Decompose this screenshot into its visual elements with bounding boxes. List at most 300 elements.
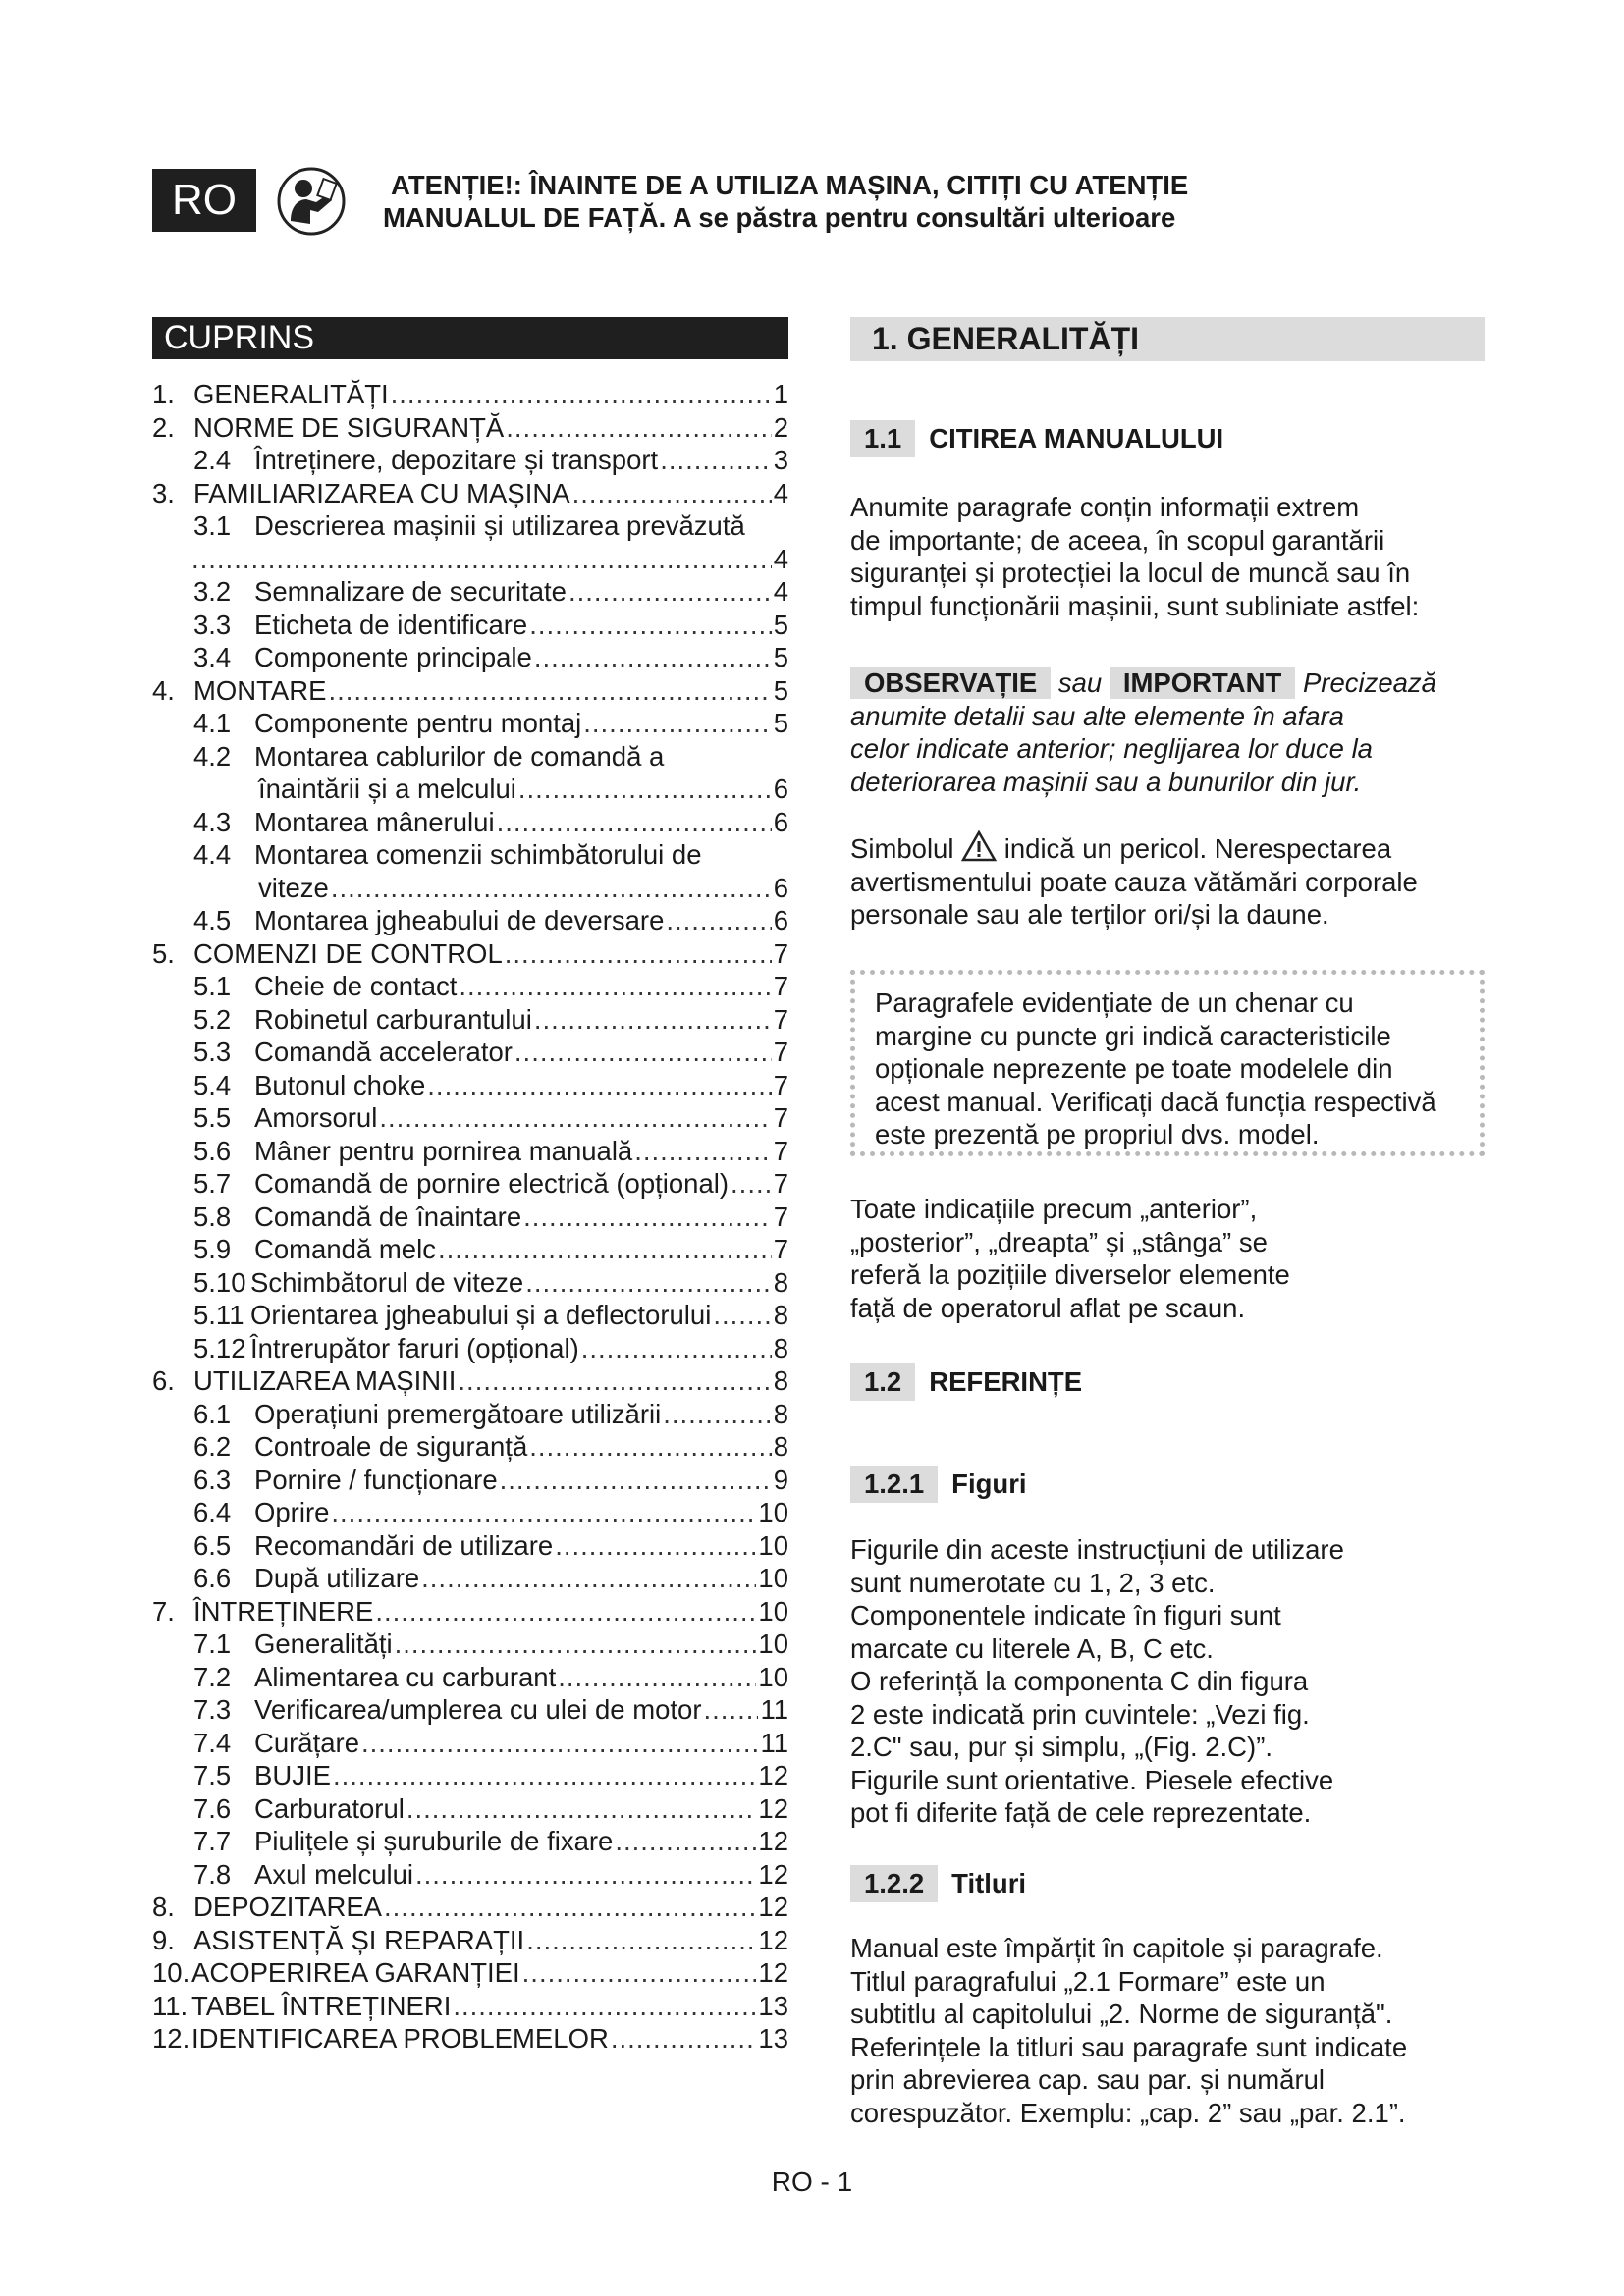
toc-entry-page: 4 — [773, 576, 788, 607]
toc-leader-dots — [384, 1892, 756, 1923]
text-line: referă la pozițiile diverselor elemente — [850, 1259, 1290, 1290]
toc-entry-page: 12 — [758, 1760, 788, 1790]
text-line: margine cu puncte gri indică caracteristicile — [875, 1020, 1391, 1051]
toc-entry — [152, 1596, 788, 1629]
text-line: personale sau ale terților ori/și la daune. — [850, 899, 1329, 930]
toc-leader-dots — [391, 379, 772, 410]
toc-entry-number: 3.1 — [193, 510, 232, 541]
toc-entry-label: ÎNTREȚINERE — [193, 1595, 374, 1627]
toc-entry-label: viteze — [258, 872, 329, 903]
toc-entry-number: 6.3 — [193, 1464, 232, 1495]
language-badge: RO — [152, 169, 256, 232]
toc-entry-page: 7 — [773, 971, 788, 1001]
toc-entry-label: Componente principale — [254, 642, 532, 672]
subheading-number: 1.2.2 — [850, 1865, 938, 1902]
toc-entry-page: 7 — [773, 1234, 788, 1264]
toc-entry-page: 6 — [773, 774, 788, 804]
toc-entry-page: 13 — [758, 2023, 788, 2054]
text-line: Figurile sunt orientative. Piesele efective — [850, 1764, 1334, 1795]
toc-leader-dots — [379, 1102, 771, 1134]
text-line: avertismentului poate cauza vătămări corporale — [850, 866, 1418, 897]
toc-entry-label: Piulițele și șuruburile de fixare — [254, 1826, 614, 1856]
toc-leader-dots — [514, 1037, 772, 1068]
toc-leader-dots — [506, 412, 771, 444]
toc-entry — [152, 905, 788, 937]
toc-entry — [152, 708, 788, 740]
text-line: pot fi diferite față de cele reprezentate. — [850, 1797, 1312, 1828]
toc-entry-number: 4.1 — [193, 708, 232, 738]
toc-entry — [152, 478, 788, 510]
text-line: corespuzător. Exemplu: „cap. 2” sau „par. 2.1”. — [850, 2097, 1406, 2128]
toc-entry — [152, 1563, 788, 1595]
toc-entry-number: 7.5 — [193, 1760, 232, 1790]
text-fragment: Precizează — [1302, 667, 1436, 698]
toc-entry-label: Semnalizare de securitate — [254, 576, 567, 607]
toc-entry — [152, 1333, 788, 1365]
toc-leader-dots — [421, 1563, 756, 1594]
toc-entry-label: Alimentarea cu carburant — [254, 1661, 557, 1692]
toc-entry-page: 10 — [758, 1595, 788, 1627]
toc-entry-number: 5.12 — [193, 1332, 246, 1363]
toc-entry-label: Comandă accelerator — [254, 1037, 513, 1067]
toc-entry-number: 7.2 — [193, 1661, 232, 1692]
optional-feature-box — [850, 970, 1485, 1156]
paragraph-directions — [850, 1193, 1489, 1324]
toc-leader-dots — [581, 1333, 772, 1364]
toc-entry-page: 3 — [773, 445, 788, 475]
toc-entry-page: 10 — [758, 1629, 788, 1659]
subheading-title: REFERINȚE — [929, 1366, 1083, 1397]
toc-entry-number: 6. — [152, 1365, 175, 1396]
toc-entry — [152, 1530, 788, 1563]
toc-entry — [152, 1004, 788, 1037]
toc-leader-dots — [660, 445, 772, 476]
text-line: marcate cu literele A, B, C etc. — [850, 1632, 1214, 1664]
text-line: Referințele la titluri sau paragrafe sunt indicate — [850, 2031, 1408, 2062]
toc-entry — [152, 544, 788, 576]
toc-entry-label: Recomandări de utilizare — [254, 1529, 554, 1561]
toc-entry-label: Oprire — [254, 1497, 330, 1527]
toc-leader-dots — [583, 708, 771, 739]
paragraph-titluri — [850, 1932, 1489, 2129]
toc-entry-page: 1 — [773, 379, 788, 409]
toc-leader-dots — [558, 1662, 756, 1693]
toc-title: CUPRINS — [152, 317, 788, 359]
subheading-1-2-1 — [850, 1466, 1027, 1503]
text-line: acest manual. Verificați dacă funcția respectivă — [875, 1086, 1436, 1117]
toc-entry-number: 5.2 — [193, 1003, 232, 1035]
toc-entry — [152, 1234, 788, 1266]
text-line: opționale neprezente pe toate modelele din — [875, 1053, 1393, 1084]
paragraph-intro — [850, 491, 1489, 622]
toc-leader-dots — [529, 610, 771, 641]
toc-entry-page: 7 — [773, 1201, 788, 1232]
toc-entry-number: 3.4 — [193, 642, 232, 672]
subheading-1-1 — [850, 420, 1223, 457]
text-line: Componentele indicate în figuri sunt — [850, 1600, 1281, 1630]
toc-entry — [152, 1267, 788, 1300]
toc-leader-dots — [518, 774, 772, 805]
toc-entry — [152, 971, 788, 1003]
subheading-1-2-2 — [850, 1865, 1026, 1902]
subheading-1-2 — [850, 1363, 1082, 1401]
toc-entry-label: Cheie de contact — [254, 971, 458, 1001]
toc-entry-number: 5.9 — [193, 1234, 232, 1264]
toc-entry-number: 6.1 — [193, 1398, 232, 1429]
subheading-number: 1.2.1 — [850, 1466, 938, 1503]
toc-entry-label: Comandă de pornire electrică (opțional) — [254, 1168, 730, 1199]
toc-leader-dots — [415, 1859, 756, 1891]
subheading-number: 1.1 — [850, 420, 915, 457]
toc-entry-label: Mâner pentru pornirea manuală — [254, 1135, 633, 1166]
toc-entry-number: 2. — [152, 411, 175, 443]
toc-leader-dots — [522, 1957, 757, 1989]
toc-entry — [152, 1957, 788, 1990]
toc-entry-number: 7.4 — [193, 1727, 232, 1758]
toc-entry-number: 7.8 — [193, 1858, 232, 1890]
text-line: 2.C" sau, pur și simplu, „(Fig. 2.C)”. — [850, 1732, 1272, 1762]
toc-entry-page: 7 — [773, 1003, 788, 1035]
toc-entry-page: 8 — [773, 1365, 788, 1396]
toc-leader-dots — [525, 1267, 772, 1299]
toc-entry-number: 7.7 — [193, 1826, 232, 1856]
toc-leader-dots — [666, 905, 771, 936]
toc-entry-page: 12 — [758, 1792, 788, 1824]
toc-leader-dots — [663, 1399, 771, 1430]
toc-entry-page: 12 — [758, 1924, 788, 1955]
toc-leader-dots — [375, 1596, 756, 1628]
toc-entry — [152, 1102, 788, 1135]
toc-leader-dots — [713, 1300, 771, 1331]
toc-entry — [152, 873, 788, 905]
toc-entry-page: 8 — [773, 1431, 788, 1462]
toc-entry-number: 3. — [152, 477, 175, 508]
toc-entry-page: 10 — [758, 1497, 788, 1527]
toc-entry-page: 5 — [773, 674, 788, 706]
important-tag: IMPORTANT — [1110, 667, 1295, 699]
toc-entry-number: 7.6 — [193, 1792, 232, 1824]
observatie-tag: OBSERVAȚIE — [850, 667, 1051, 699]
toc-leader-dots — [427, 1070, 771, 1101]
toc-entry-page: 7 — [773, 1168, 788, 1199]
text-fragment: indică un pericol. Nerespectarea — [1003, 833, 1392, 864]
toc-entry — [152, 839, 788, 872]
toc-entry-label: Butonul choke — [254, 1069, 426, 1100]
text-line: deteriorarea mașinii sau a bunurilor din jur. — [850, 766, 1362, 797]
toc-entry-number: 5. — [152, 937, 175, 969]
toc-entry — [152, 1136, 788, 1168]
toc-entry-label: Montarea jgheabului de deversare — [254, 905, 665, 935]
toc-entry — [152, 610, 788, 642]
toc-entry-label: FAMILIARIZAREA CU MAȘINA — [193, 477, 570, 508]
toc-leader-dots — [526, 1925, 756, 1956]
toc-entry — [152, 1037, 788, 1069]
toc-entry-page: 12 — [758, 1858, 788, 1890]
toc-entry — [152, 741, 788, 774]
toc-entry-label: Axul melcului — [254, 1858, 414, 1890]
toc-leader-dots — [361, 1728, 758, 1759]
toc-entry — [152, 2023, 788, 2056]
toc-entry-page: 13 — [758, 1990, 788, 2021]
toc-entry-page: 8 — [773, 1332, 788, 1363]
toc-leader-dots — [331, 873, 772, 904]
toc-entry-number: 5.8 — [193, 1201, 232, 1232]
toc-entry-label: Descrierea mașinii și utilizarea prevăzută — [254, 510, 745, 541]
toc-entry-number: 4. — [152, 674, 175, 706]
toc-entry-label: Robinetul carburantului — [254, 1003, 532, 1035]
toc-entry-number: 4.2 — [193, 740, 232, 772]
toc-entry-page: 8 — [773, 1266, 788, 1298]
toc-entry — [152, 412, 788, 445]
toc-entry-number: 4.3 — [193, 806, 232, 837]
toc-entry-label: Operațiuni premergătoare utilizării — [254, 1398, 662, 1429]
toc-entry — [152, 1925, 788, 1957]
toc-entry-label: Generalități — [254, 1629, 393, 1659]
toc-entry-page: 6 — [773, 905, 788, 935]
toc-entry-number: 10. — [152, 1957, 190, 1988]
toc-leader-dots — [458, 1365, 771, 1397]
toc-entry — [152, 1168, 788, 1201]
toc-entry-page: 4 — [773, 477, 788, 508]
toc-entry-page: 10 — [758, 1529, 788, 1561]
warning-triangle-icon — [961, 830, 997, 862]
toc-entry-number: 7. — [152, 1595, 175, 1627]
toc-entry-page: 10 — [758, 1563, 788, 1593]
text-line: subtitlu al capitolului „2. Norme de siguranță". — [850, 1999, 1393, 2029]
toc-entry-number: 5.1 — [193, 971, 232, 1001]
toc-entry — [152, 774, 788, 806]
toc-leader-dots — [704, 1694, 759, 1726]
text-line: Figurile din aceste instrucțiuni de utilizare — [850, 1534, 1344, 1565]
toc-entry-label: Montarea comenzii schimbătorului de — [254, 839, 702, 870]
section-title-generalitati: 1. GENERALITĂȚI — [850, 317, 1485, 361]
toc-entry-label: COMENZI DE CONTROL — [193, 937, 503, 969]
toc-leader-dots — [534, 642, 772, 673]
text-line: de importante; de aceea, în scopul garantării — [850, 524, 1385, 556]
toc-entry-label: Orientarea jgheabului și a deflectorului — [250, 1300, 712, 1330]
toc-entry-number: 5.10 — [193, 1266, 246, 1298]
toc-entry-label: Montarea mânerului — [254, 806, 495, 837]
subheading-number: 1.2 — [850, 1363, 915, 1401]
text-line: timpul funcționării mașinii, sunt subliniate astfel: — [850, 590, 1420, 621]
toc-entry-page: 5 — [773, 609, 788, 640]
text-line: prin abrevierea cap. sau par. și numărul — [850, 2064, 1326, 2095]
toc-entry-label: După utilizare — [254, 1563, 420, 1593]
toc-entry — [152, 1497, 788, 1529]
toc-entry — [152, 1365, 788, 1398]
toc-entry-label: NORME DE SIGURANȚĂ — [193, 411, 505, 443]
toc-entry — [152, 1694, 788, 1727]
toc-entry-number: 5.11 — [193, 1300, 244, 1330]
toc-entry-label: Comandă melc — [254, 1234, 436, 1264]
text-line: Toate indicațiile precum „anterior”, — [850, 1194, 1258, 1224]
toc-entry-number: 5.4 — [193, 1069, 232, 1100]
toc-entry — [152, 510, 788, 543]
paragraph-symbol — [850, 830, 1489, 932]
toc-entry-label: MONTARE — [193, 674, 327, 706]
read-manual-icon — [277, 167, 346, 236]
toc-entry — [152, 1399, 788, 1431]
toc-entry-page: 7 — [773, 1102, 788, 1133]
toc-entry-label: Eticheta de identificare — [254, 609, 528, 640]
toc-entry-number: 5.6 — [193, 1135, 232, 1166]
toc-entry — [152, 1892, 788, 1924]
toc-entry-page: 5 — [773, 708, 788, 738]
toc-entry-page: 5 — [773, 642, 788, 672]
toc-entry-label: Pornire / funcționare — [254, 1464, 498, 1495]
toc-entry — [152, 1300, 788, 1332]
paragraph-observatie — [850, 667, 1489, 798]
toc-entry-page: 6 — [773, 872, 788, 903]
toc-leader-dots — [500, 1465, 772, 1496]
text-line: sunt numerotate cu 1, 2, 3 etc. — [850, 1567, 1216, 1598]
toc-entry — [152, 938, 788, 971]
toc-leader-dots — [191, 544, 772, 575]
text-line: este prezentă pe propriul dvs. model. — [875, 1119, 1320, 1149]
toc-entry-label: BUJIE — [254, 1760, 331, 1790]
toc-entry-label: Curățare — [254, 1727, 359, 1758]
toc-entry-page: 7 — [773, 1135, 788, 1166]
toc-leader-dots — [453, 1991, 756, 2022]
toc-leader-dots — [333, 1760, 756, 1791]
toc-entry-number: 3.3 — [193, 609, 232, 640]
toc-leader-dots — [572, 478, 772, 509]
toc-entry-number: 8. — [152, 1892, 175, 1922]
text-line: 2 este indicată prin cuvintele: „Vezi fig. — [850, 1698, 1310, 1730]
toc-entry-page: 7 — [773, 1037, 788, 1067]
toc-entry — [152, 1859, 788, 1892]
toc-entry-number: 3.2 — [193, 576, 232, 607]
toc-entry-number: 5.7 — [193, 1168, 232, 1199]
toc-leader-dots — [534, 1004, 772, 1036]
toc-entry-number: 6.5 — [193, 1529, 232, 1561]
toc-entry-number: 6.4 — [193, 1497, 232, 1527]
toc-entry-label: IDENTIFICAREA PROBLEMELOR — [191, 2023, 609, 2054]
toc-entry — [152, 445, 788, 477]
toc-entry-page: 10 — [758, 1661, 788, 1692]
page-number: RO - 1 — [771, 2166, 853, 2197]
toc-entry-number: 1. — [152, 379, 175, 409]
toc-leader-dots — [459, 971, 771, 1002]
toc-entry-number: 12. — [152, 2023, 190, 2054]
toc-entry-number: 6.6 — [193, 1563, 232, 1593]
toc-entry-page: 4 — [773, 543, 788, 574]
toc-entry-label: ACOPERIREA GARANȚIEI — [191, 1957, 520, 1988]
toc-leader-dots — [523, 1201, 772, 1233]
header-warning-line2: MANUALUL DE FAȚĂ. A se păstra pentru consultări ulterioare — [383, 202, 1176, 233]
toc-leader-dots — [438, 1234, 772, 1265]
toc-leader-dots — [505, 938, 772, 970]
toc-entry-number: 5.5 — [193, 1102, 232, 1133]
toc-entry-number: 5.3 — [193, 1037, 232, 1067]
toc-entry — [152, 1431, 788, 1464]
text-line: Anumite paragrafe conțin informații extrem — [850, 492, 1360, 522]
toc-entry-label: Întrerupător faruri (opțional) — [250, 1332, 579, 1363]
text-line: „posterior”, „dreapta” și „stânga” se — [850, 1226, 1268, 1257]
toc-entry-label: Componente pentru montaj — [254, 708, 582, 738]
sau-word: sau — [1057, 667, 1103, 698]
toc-entry-number: 2.4 — [193, 445, 232, 475]
text-line: anumite detalii sau alte elemente în afara — [850, 700, 1344, 731]
text-line: O referință la componenta C din figura — [850, 1666, 1309, 1696]
toc-entry — [152, 1793, 788, 1826]
toc-entry-page: 12 — [758, 1826, 788, 1856]
toc-entry-label: Verificarea/umplerea cu ulei de motor — [254, 1694, 702, 1725]
toc-leader-dots — [634, 1136, 771, 1167]
toc-leader-dots — [731, 1168, 772, 1200]
toc-leader-dots — [331, 1497, 756, 1528]
toc-entry-page: 12 — [758, 1892, 788, 1922]
toc-leader-dots — [568, 576, 772, 608]
header-warning — [383, 169, 1326, 234]
toc-entry-page: 11 — [760, 1694, 788, 1725]
toc-leader-dots — [611, 2023, 757, 2055]
toc-leader-dots — [395, 1629, 757, 1660]
subheading-title: CITIREA MANUALULUI — [929, 423, 1224, 454]
toc-entry-page: 11 — [760, 1727, 788, 1758]
toc-entry-label: Comandă de înaintare — [254, 1201, 522, 1232]
toc-leader-dots — [328, 675, 771, 707]
toc-leader-dots — [529, 1431, 771, 1463]
text-line: Titlul paragrafului „2.1 Formare” este un — [850, 1965, 1326, 1997]
text-line: Paragrafele evidențiate de un chenar cu — [875, 988, 1354, 1018]
toc-entry — [152, 1201, 788, 1234]
header-warning-line1: ATENȚIE!: ÎNAINTE DE A UTILIZA MAȘINA, CITIȚI CU ATENȚIE — [391, 170, 1189, 200]
text-line: față de operatorul aflat pe scaun. — [850, 1292, 1246, 1323]
toc-entry-label: înaintării și a melcului — [258, 774, 516, 804]
toc-leader-dots — [497, 807, 772, 838]
toc-entry-number: 7.1 — [193, 1629, 232, 1659]
toc-entry — [152, 1760, 788, 1792]
toc-entry-label: DEPOZITAREA — [193, 1892, 383, 1922]
subheading-title: Figuri — [951, 1468, 1027, 1499]
toc-entry-page: 8 — [773, 1300, 788, 1330]
toc-entry — [152, 675, 788, 708]
text-line: celor indicate anterior; neglijarea lor duce la — [850, 733, 1373, 764]
toc-entry-label: UTILIZAREA MAȘINII — [193, 1365, 457, 1396]
toc-entry-label: Întreținere, depozitare și transport — [254, 445, 659, 475]
toc-entry — [152, 379, 788, 411]
toc-entry — [152, 807, 788, 839]
toc-entry — [152, 1826, 788, 1858]
toc-entry — [152, 1991, 788, 2023]
toc-entry-number: 4.4 — [193, 839, 232, 870]
text-line: Manual este împărțit în capitole și paragrafe. — [850, 1933, 1383, 1963]
toc-entry-number: 9. — [152, 1924, 175, 1955]
toc-entry-label: Controale de siguranță — [254, 1431, 528, 1462]
toc-entry — [152, 1465, 788, 1497]
toc-entry-label: TABEL ÎNTREȚINERI — [191, 1990, 452, 2021]
toc-entry — [152, 1662, 788, 1694]
toc-entry-page: 7 — [773, 1069, 788, 1100]
toc-entry-page: 9 — [773, 1464, 788, 1495]
toc-entry — [152, 642, 788, 674]
paragraph-figuri — [850, 1533, 1489, 1830]
toc-entry-number: 7.3 — [193, 1694, 232, 1725]
toc-entry — [152, 1629, 788, 1661]
toc-entry-number: 4.5 — [193, 905, 232, 935]
toc-entry-page: 2 — [773, 411, 788, 443]
text-fragment: Simbolul — [850, 833, 954, 864]
toc-entry — [152, 1728, 788, 1760]
subheading-title: Titluri — [951, 1868, 1027, 1898]
toc-entry-label: GENERALITĂȚI — [193, 379, 389, 409]
toc-entry-label: Montarea cablurilor de comandă a — [254, 740, 665, 772]
toc-leader-dots — [406, 1793, 757, 1825]
toc-entry-page: 6 — [773, 806, 788, 837]
toc-entry-label: ASISTENȚĂ ȘI REPARAȚII — [193, 1924, 525, 1955]
toc-leader-dots — [555, 1530, 756, 1562]
